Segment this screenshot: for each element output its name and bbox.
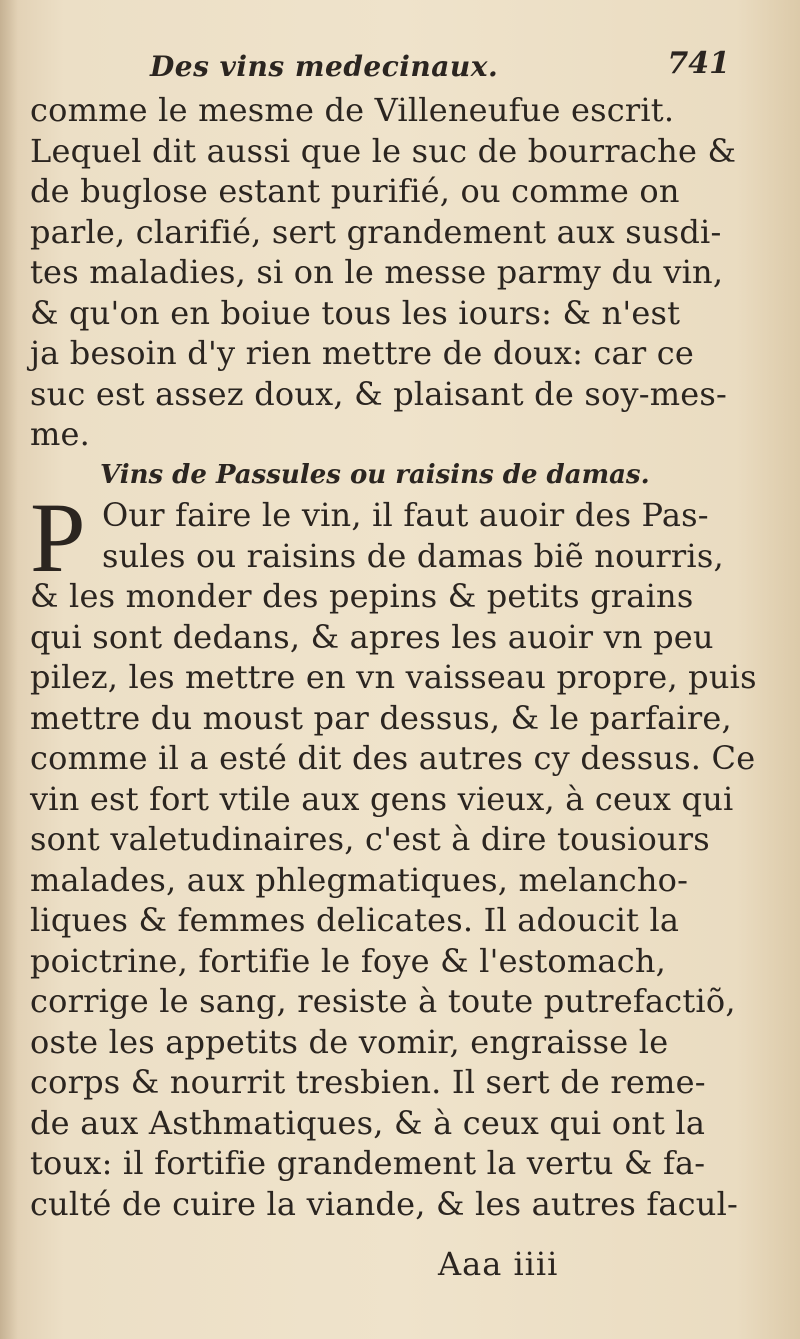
drop-cap: P [30, 482, 86, 593]
text-line: corrige le sang, resiste à toute putrefactiõ, [30, 982, 736, 1020]
text-line: de aux Asthmatiques, & à ceux qui ont la [30, 1103, 706, 1142]
text-line: & qu'on en boiue tous les iours: & n'est [30, 293, 681, 332]
text-line: ja besoin d'y rien mettre de doux: car ce [30, 334, 694, 372]
running-head: Des vins medecinaux. [150, 50, 499, 83]
text-line: parle, clarifié, sert grandement aux susdi- [30, 212, 722, 251]
page-header [140, 40, 750, 90]
text-line: qui sont dedans, & apres les auoir vn peu [30, 617, 714, 656]
text-line: malades, aux phlegmatiques, melancho- [30, 860, 689, 899]
text-line: tes maladies, si on le messe parmy du vin, [30, 253, 724, 291]
text-line: sont valetudinaires, c'est à dire tousiours [30, 820, 710, 858]
gutter-shadow [0, 0, 18, 1339]
text-line: culté de cuire la viande, & les autres facul- [30, 1184, 739, 1223]
text-line: oste les appetits de vomir, engraisse le [30, 1022, 669, 1061]
text-line: toux: il fortifie grandement la vertu & fa- [30, 1144, 706, 1182]
text-line: mettre du moust par dessus, & le parfaire, [30, 698, 732, 737]
text-line: sules ou raisins de damas biẽ nourris, [102, 536, 724, 575]
text-line: & les monder des pepins & petits grains [30, 577, 694, 615]
paragraph-1 [30, 90, 737, 455]
text-line: comme il a esté dit des autres cy dessus. Ce [30, 739, 756, 777]
text-line: Our faire le vin, il faut auoir des Pas- [102, 496, 709, 534]
paragraph-2 [30, 495, 757, 1224]
text-line: poictrine, fortifie le foye & l'estomach, [30, 941, 667, 980]
signature-mark: Aaa iiii [438, 1245, 559, 1283]
section-heading: Vins de Passules ou raisins de damas. [100, 460, 650, 490]
text-line: pilez, les mettre en vn vaisseau propre, puis [30, 658, 757, 696]
page-number: 741 [667, 46, 730, 81]
text-line: comme le mesme de Villeneufue escrit. [30, 91, 675, 129]
text-line: corps & nourrit tresbien. Il sert de reme- [30, 1063, 706, 1101]
text-line: vin est fort vtile aux gens vieux, à ceux qui [30, 779, 734, 818]
text-line: de buglose estant purifié, ou comme on [30, 172, 680, 210]
text-line: suc est assez doux, & plaisant de soy-mes- [30, 374, 728, 413]
text-line: me. [30, 415, 91, 453]
text-line: Lequel dit aussi que le suc de bourrache & [30, 131, 737, 170]
text-line: liques & femmes delicates. Il adoucit la [30, 901, 680, 939]
